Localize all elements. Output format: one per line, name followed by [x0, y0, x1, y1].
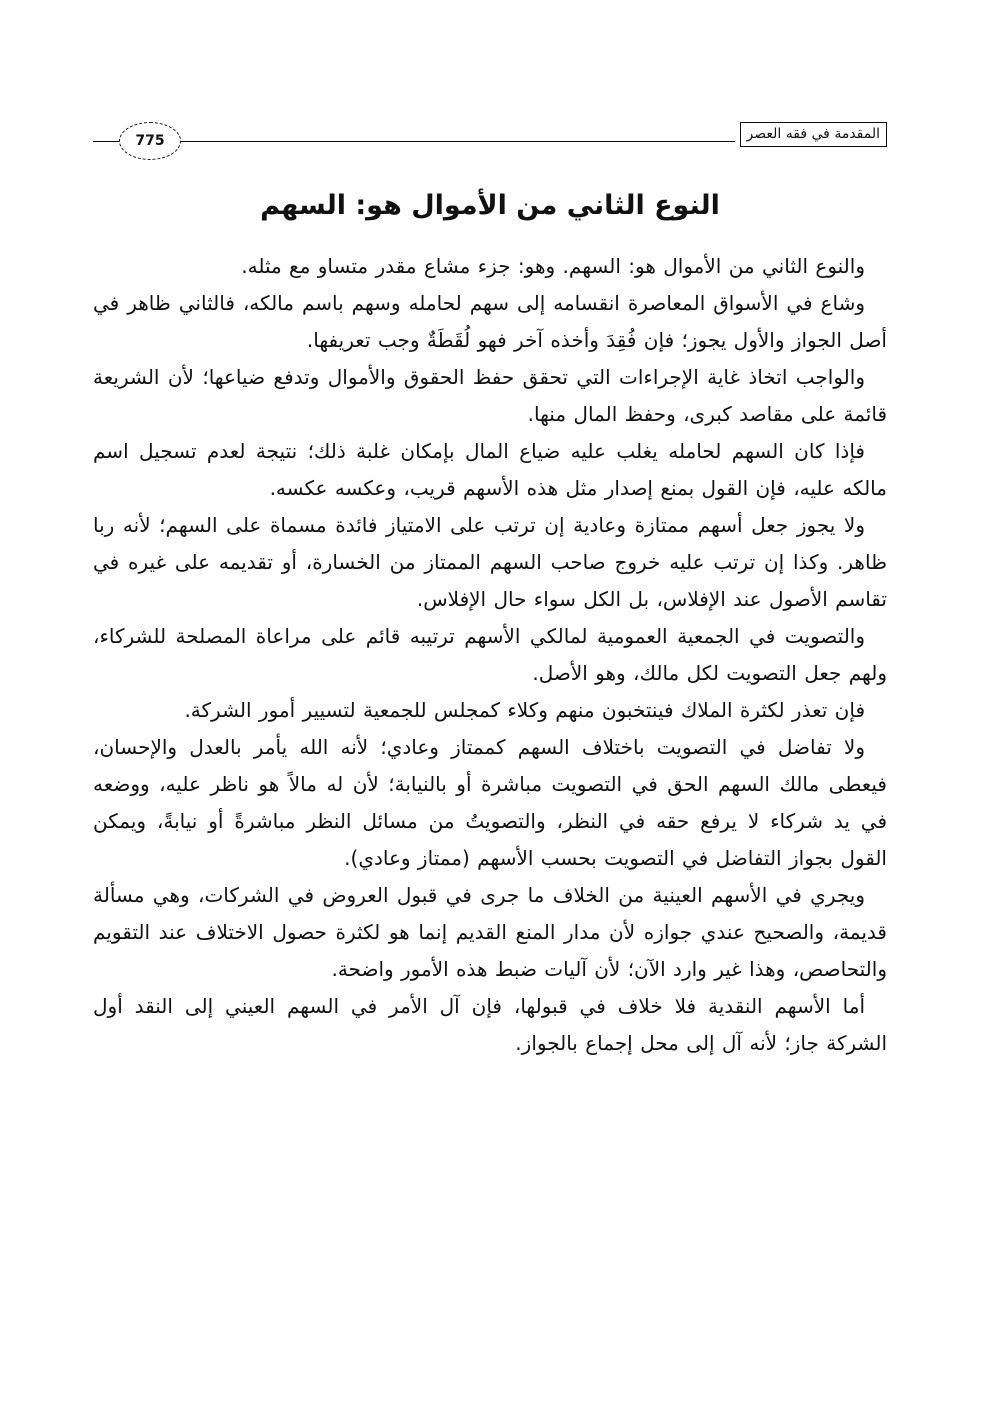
header-rule — [93, 141, 735, 142]
paragraph: فإذا كان السهم لحامله يغلب عليه ضياع المال بإمكان غلبة ذلك؛ نتيجة لعدم تسجيل اسم مالكه عليه، فإن القول بمنع إصدار مثل هذه الأسهم قريب، وعكسه عكسه. — [93, 439, 887, 500]
page-number: 775 — [119, 122, 181, 160]
paragraph: والتصويت في الجمعية العمومية لمالكي الأسهم ترتيبه قائم على مراعاة المصلحة للشركاء، ولهم جعل التصويت لكل مالك، وهو الأصل. — [93, 624, 887, 685]
paragraph: فإن تعذر لكثرة الملاك فينتخبون منهم وكلاء كمجلس للجمعية لتسيير أمور الشركة. — [184, 698, 865, 722]
paragraph: وشاع في الأسواق المعاصرة انقسامه إلى سهم لحامله وسهم باسم مالكه، فالثاني ظاهر في أصل الجواز والأول يجوز؛ فإن فُقِدَ وأخذه آخر فهو لُقَطَةٌ وجب تعريفها. — [93, 291, 887, 352]
paragraph: ولا يجوز جعل أسهم ممتازة وعادية إن ترتب على الامتياز فائدة مسماة على السهم؛ لأنه ربا ظاهر. وكذا إن ترتب عليه خروج صاحب السهم الممتاز من الخسارة، أو تقديمه على غيره في تقاسم الأصول عند الإفلاس، بل الكل سواء حال الإفلاس. — [93, 513, 887, 611]
section-title: النوع الثاني من الأموال هو: السهم — [260, 190, 720, 221]
paragraph: ولا تفاضل في التصويت باختلاف السهم كممتاز وعادي؛ لأنه الله يأمر بالعدل والإحسان، فيعطى مالك السهم الحق في التصويت مباشرة أو بالنيابة؛ لأن له مالاً هو ناظر عليه، ووضعه في يد شركاء لا يرفع حقه في النظر، والتصويتُ من مسائل النظر مباشرةً أو نيابةً، ويمكن القول بجواز التفاضل في التصويت بحسب الأسهم (ممتاز وعادي). — [93, 735, 887, 870]
paragraph: أما الأسهم النقدية فلا خلاف في قبولها، فإن آل الأمر في السهم العيني إلى النقد أول الشركة جاز؛ لأنه آل إلى محل إجماع بالجواز. — [93, 994, 887, 1055]
book-title: المقدمة في فقه العصر — [740, 122, 887, 147]
body-text — [93, 248, 887, 1062]
paragraph: والنوع الثاني من الأموال هو: السهم. وهو: جزء مشاع مقدر متساو مع مثله. — [241, 254, 865, 278]
page-header — [93, 118, 887, 152]
paragraph: ويجري في الأسهم العينية من الخلاف ما جرى في قبول العروض في الشركات، وهي مسألة قديمة، والصحيح عندي جوازه لأن مدار المنع القديم إنما هو لكثرة حصول الاختلاف عند التقويم والتحاصص، وهذا غير وارد الآن؛ لأن آليات ضبط هذه الأمور واضحة. — [93, 883, 887, 981]
paragraph: والواجب اتخاذ غاية الإجراءات التي تحقق حفظ الحقوق والأموال وتدفع ضياعها؛ لأن الشريعة قائمة على مقاصد كبرى، وحفظ المال منها. — [93, 365, 887, 426]
